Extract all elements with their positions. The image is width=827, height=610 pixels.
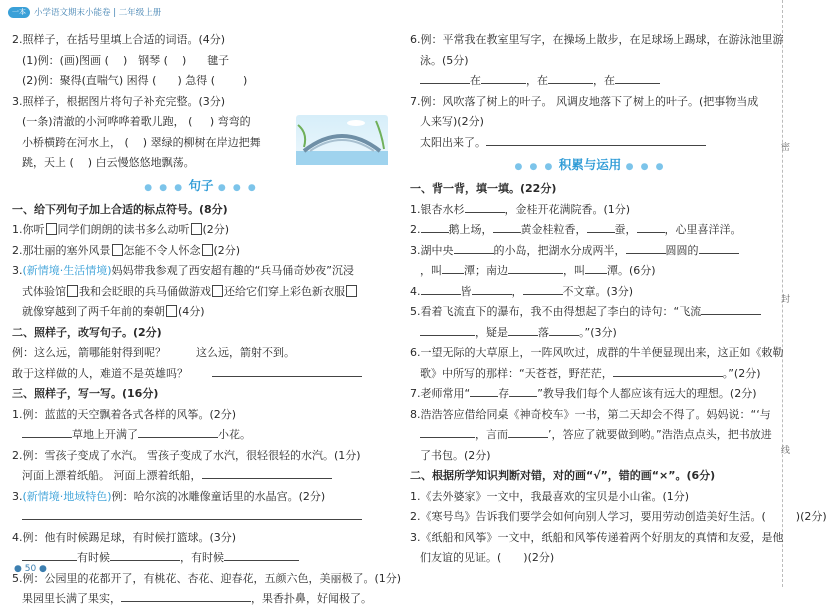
answer-blank[interactable] — [138, 425, 218, 438]
question-line: 4. 皆 ， 不文章。(3分) — [410, 282, 770, 303]
answer-blank[interactable] — [420, 323, 475, 336]
question-line: 3.《纸船和风筝》一文中，纸船和风筝传递着两个好朋友的真情和友爱，是他 — [410, 530, 784, 544]
question-line: 2.例：雪孩子变成了水汽。 雪孩子变成了水汽，很轻很轻的水汽。(1分) — [12, 448, 361, 462]
answer-blank[interactable] — [121, 589, 251, 602]
answer-blank[interactable] — [22, 548, 77, 561]
punctuation-box[interactable] — [202, 244, 213, 256]
answer-blank[interactable] — [442, 261, 464, 274]
answer-blank[interactable] — [22, 507, 362, 520]
punctuation-box[interactable] — [212, 285, 223, 297]
answer-blank[interactable] — [549, 323, 579, 336]
question-line: 1.《去外婆家》一文中，我最喜欢的宝贝是小山雀。(1分) — [410, 489, 690, 503]
question-line: 有时候 ，有时候 — [12, 548, 390, 569]
answer-blank[interactable] — [523, 282, 563, 295]
question-line: 泳。(5分) — [420, 53, 469, 67]
question-line: 2.《寒号鸟》告诉我们要学会如何向别人学习，要用劳动创造美好生活。( )(2分) — [410, 510, 827, 523]
answer-blank[interactable] — [493, 220, 521, 233]
right-column — [410, 30, 827, 569]
answer-blank[interactable] — [465, 200, 505, 213]
question-line: 就像穿越到了两千年前的秦朝 (4分) — [22, 305, 205, 318]
question-line: 歌》中所写的那样：“天苍苍，野茫茫， 。”(2分) — [410, 364, 770, 385]
section-title-sentences: ● ● ● 句子 ● ● ● — [144, 177, 258, 193]
answer-blank[interactable] — [637, 220, 665, 233]
answer-blank[interactable] — [626, 241, 666, 254]
question-line: 式体验馆 我和会眨眼的兵马俑做游戏 还给它们穿上彩色新衣服 — [12, 282, 390, 303]
line-text: (2)例：聚得(直喘气) — [22, 74, 124, 87]
question-line: 1.你听 同学们朗朗的读书多么动听 (2分) — [12, 223, 230, 236]
side-mark-mid: 封 — [780, 295, 790, 305]
page-number: ● 50 ● — [14, 564, 47, 574]
answer-blank[interactable] — [470, 384, 498, 397]
page-number-text: 50 — [24, 564, 37, 574]
question-line: 例：这么远，箭哪能射得到呢？ 这么远，箭射不到。 — [12, 346, 295, 359]
question-line — [12, 71, 390, 92]
question-line — [12, 507, 390, 528]
context-tag: (新情境·生活情境) — [22, 264, 112, 277]
answer-blank[interactable] — [22, 425, 72, 438]
answer-blank[interactable] — [587, 220, 615, 233]
side-mark-bottom: 线 — [780, 446, 790, 456]
punctuation-box[interactable] — [46, 223, 57, 235]
line-text: 翠绿的柳树在岸边把舞 — [150, 135, 261, 149]
answer-blank[interactable] — [224, 548, 299, 561]
question-title: 三、照样子，写一写。(16分) — [12, 387, 159, 400]
answer-blank[interactable] — [613, 364, 723, 377]
question-line: 1.银杏水杉 ，金桂开花满院香。(1分) — [410, 200, 770, 221]
answer-blank[interactable] — [481, 71, 526, 84]
question-line: 8.浩浩答应借给同桌《神奇校车》一书，第二天却会不得了。妈妈说：“‘与 — [410, 407, 771, 421]
line-text: 白云慢悠悠地飘荡。 — [95, 156, 195, 169]
bridge-illustration — [296, 115, 388, 165]
answer-blank[interactable] — [454, 241, 494, 254]
answer-blank[interactable] — [202, 466, 332, 479]
question-title: 一、背一背，填一填。(22分) — [410, 182, 557, 195]
header-title: 小学语文期末小能卷 | 二年级上册 — [34, 8, 162, 18]
question-line — [12, 51, 390, 72]
question-line: 河面上漂着纸船。 河面上漂着纸船， — [12, 466, 390, 487]
answer-blank[interactable] — [420, 71, 470, 84]
answer-blank[interactable] — [508, 425, 548, 438]
answer-blank[interactable] — [110, 548, 180, 561]
answer-blank[interactable] — [508, 323, 538, 336]
answer-blank[interactable] — [699, 241, 739, 254]
question-title: 二、根据所学知识判断对错，对的画“√”，错的画“×”。(6分) — [410, 469, 716, 482]
question-line: ，言而 ’，答应了就要做到哟。”浩浩点点头，把书放进 — [410, 425, 770, 446]
question-title: 3.照样子，根据图片将句子补充完整。(3分) — [12, 94, 226, 108]
section-title-accumulation: ● ● ● 积累与运用 ● ● ● — [514, 157, 666, 172]
page-header — [8, 5, 161, 19]
question-line: ，疑是 落 。”(3分) — [410, 323, 770, 344]
answer-blank[interactable] — [486, 133, 706, 146]
line-text: 毽子 — [207, 53, 230, 67]
line-text: 困得 — [126, 74, 149, 87]
question-line: 7.例：风吹落了树上的叶子。 风调皮地落下了树上的叶子。(把事物当成 — [410, 94, 759, 108]
line-text: 急得 — [185, 74, 208, 87]
answer-blank[interactable] — [421, 220, 449, 233]
question-title: 一、给下列句子加上合适的标点符号。(8分) — [12, 202, 228, 216]
punctuation-box[interactable] — [191, 223, 202, 235]
paren-blank[interactable]: ( ) — [69, 156, 93, 169]
context-tag: (新情境·地域特色) — [22, 489, 112, 503]
brand-logo: 一本 — [8, 7, 30, 18]
answer-blank[interactable] — [420, 425, 475, 438]
question-line: 4.例：他有时候踢足球，有时候打篮球。(3分) — [12, 530, 237, 544]
line-text: (一条)清澈的小河哗哗着歌儿跑， — [22, 115, 185, 128]
punctuation-box[interactable] — [67, 285, 78, 297]
answer-blank[interactable] — [585, 261, 607, 274]
answer-blank[interactable] — [212, 364, 362, 377]
punctuation-box[interactable] — [166, 305, 177, 317]
line-text: 小桥横跨在河水上， — [22, 135, 121, 149]
question-line: 果园里长满了果实， ，果香扑鼻，好闻极了。 — [12, 589, 390, 610]
line-text: 弯弯的 — [217, 115, 251, 128]
question-line: 5.看着飞流直下的瀑布，我不由得想起了李白的诗句：“飞流 — [410, 302, 770, 323]
answer-blank[interactable] — [421, 282, 461, 295]
question-line: 3.湖中央 的小岛，把湖水分成两半， 圆圆的 — [410, 241, 770, 262]
paren-blank[interactable]: ( ) — [210, 74, 248, 87]
question-line: 太阳出来了。 — [410, 133, 770, 154]
answer-blank[interactable] — [508, 261, 563, 274]
question-title: 2.照样子，在括号里填上合适的词语。(4分) — [12, 33, 226, 46]
question-line: 2.那壮丽的塞外风景 怎能不令人怀念 (2分) — [12, 243, 241, 257]
paren-blank[interactable]: ( ) — [163, 53, 187, 67]
question-line: 3.(新情境·生活情境)妈妈带我参观了西安超有趣的“兵马俑奇妙夜”沉浸 — [12, 264, 354, 277]
question-line: 1.例：蓝蓝的天空飘着各式各样的风筝。(2分) — [12, 407, 237, 421]
question-line: 在 ，在 ，在 — [410, 71, 770, 92]
question-line: 6.例：平常我在教室里写字，在操场上散步，在足球场上踢球，在游泳池里游 — [410, 33, 784, 46]
question-title: 二、照样子，改写句子。(2分) — [12, 325, 162, 339]
answer-blank[interactable] — [472, 282, 512, 295]
question-line: 7.老师常用“ 存 ”教导我们每个人都应该有远大的理想。(2分) — [410, 384, 770, 405]
question-line: 了书包。(2分) — [420, 448, 491, 462]
line-text: 钢琴 — [138, 53, 161, 67]
question-line: ，叫 潭；南边 ，叫 潭。(6分) — [410, 261, 770, 282]
question-line: 敢于这样做的人，难道不是英雄吗？ — [12, 364, 390, 385]
question-line: 5.例：公园里的花都开了，有桃花、杏花、迎春花，五颜六色，美丽极了。(1分) — [12, 571, 402, 585]
question-line: 6.一望无际的大草原上，一阵风吹过，成群的牛羊便显现出来，这正如《敕勒 — [410, 346, 784, 359]
question-line: 3.(新情境·地域特色)例：哈尔滨的冰雕像童话里的水晶宫。(2分) — [12, 489, 326, 503]
question-line: 们友谊的见证。( )(2分) — [420, 551, 555, 564]
paren-blank[interactable]: ( ) — [152, 74, 182, 87]
punctuation-box[interactable] — [346, 285, 357, 297]
paren-blank[interactable]: ( ) — [124, 135, 148, 149]
paren-blank[interactable]: ( ) — [104, 53, 128, 67]
answer-blank[interactable] — [509, 384, 537, 397]
side-mark-top: 密 — [780, 143, 790, 153]
question-line: 人来写)(2分) — [420, 115, 484, 128]
line-text: (1)例：(画)图画 — [22, 53, 102, 67]
question-line: 草地上开满了 小花。 — [12, 425, 390, 446]
answer-blank[interactable] — [615, 71, 660, 84]
answer-blank[interactable] — [701, 302, 761, 315]
question-line: 2. 鹅上场， 黄金桂粒香， 蚕， ，心里喜洋洋。 — [410, 220, 770, 241]
paren-blank[interactable]: ( ) — [188, 115, 215, 128]
line-text: 跳，天上 — [22, 156, 66, 169]
punctuation-box[interactable] — [112, 244, 123, 256]
answer-blank[interactable] — [548, 71, 593, 84]
